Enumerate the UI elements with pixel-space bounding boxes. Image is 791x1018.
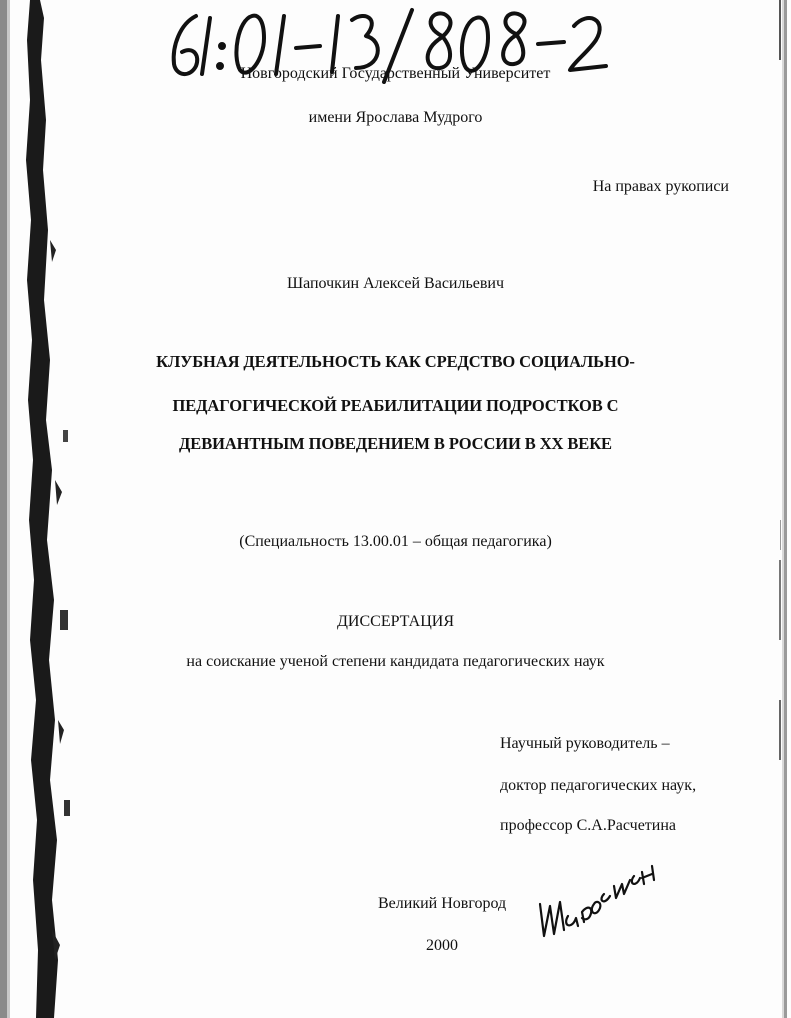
supervisor-degree: доктор педагогических наук,	[500, 777, 697, 794]
specialty: (Специальность 13.00.01 – общая педагогика)	[239, 533, 552, 550]
author-name: Шапочкин Алексей Васильевич	[286, 275, 505, 292]
supervisor-role: Научный руководитель –	[500, 735, 670, 752]
city: Великий Новгород	[378, 895, 507, 912]
degree-statement: на соискание ученой степени кандидата педагогических наук	[186, 653, 605, 670]
scan-edge-left	[0, 0, 78, 1018]
title-line-3: ДЕВИАНТНЫМ ПОВЕДЕНИЕМ В РОССИИ В XX ВЕКЕ	[179, 434, 612, 453]
university-name: Новгородский Государственный Университет	[240, 65, 551, 82]
university-honorific: имени Ярослава Мудрого	[308, 109, 483, 126]
title-line-1: КЛУБНАЯ ДЕЯТЕЛЬНОСТЬ КАК СРЕДСТВО СОЦИАЛЬНО-	[156, 352, 635, 371]
title-line-2: ПЕДАГОГИЧЕСКОЙ РЕАБИЛИТАЦИИ ПОДРОСТКОВ С	[172, 396, 619, 415]
document-type: ДИССЕРТАЦИЯ	[337, 613, 454, 630]
supervisor-name: профессор С.А.Расчетина	[500, 817, 677, 834]
manuscript-rights: На правах рукописи	[592, 178, 729, 195]
author-signature	[532, 846, 660, 946]
year: 2000	[426, 937, 458, 954]
scan-edge-right	[731, 0, 791, 1018]
